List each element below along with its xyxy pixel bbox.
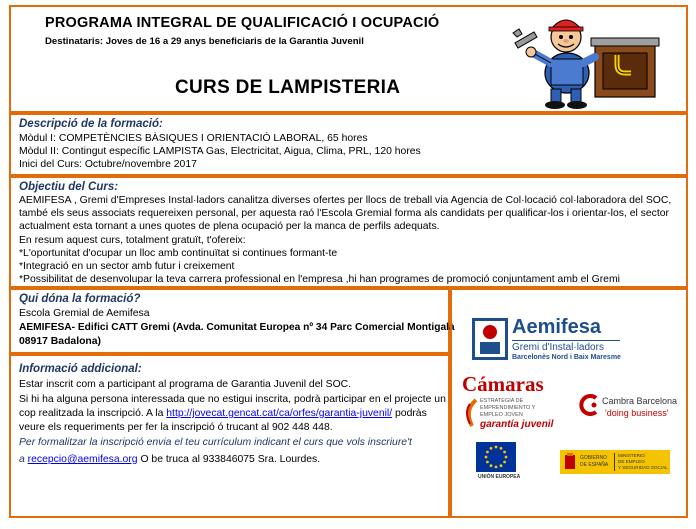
- info-line-3-start: cop realitzada la inscripció. A la: [19, 408, 167, 419]
- logos-section: [450, 288, 688, 518]
- eu-flag-icon: [476, 442, 516, 472]
- camaras-logo: Cámaras: [462, 372, 544, 396]
- estrategia-line-1: ESTRATEGIA DE: [480, 398, 524, 404]
- objective-section: [9, 176, 688, 288]
- aemifesa-sub1: Gremi d'Instal·ladors: [512, 342, 604, 353]
- ministerio-line-3: Y SEGURIDAD SOCIAL: [618, 465, 668, 470]
- program-subtitle: Destinataris: Joves de 16 a 29 anys beneficiaris de la Garantia Juvenil: [45, 36, 364, 47]
- garantia-juvenil-link[interactable]: http://jovecat.gencat.cat/ca/orfes/garantia-juvenil/: [166, 408, 393, 419]
- gobierno-line-1: GOBIERNO: [580, 455, 607, 461]
- cambra-emblem-icon: [578, 394, 600, 416]
- info-line-6-start: a: [19, 454, 28, 465]
- info-title: Informació addicional:: [19, 363, 142, 375]
- gobierno-line-2: DE ESPAÑA: [580, 462, 609, 468]
- aemifesa-name: Aemifesa: [512, 316, 601, 338]
- additional-info-section: [9, 354, 450, 518]
- trainer-address: AEMIFESA- Edifici CATT Gremi (Avda. Comunitat Europea nº 34 Parc Comercial Montigalà: [19, 322, 455, 333]
- trainer-postal: 08917 Badalona): [19, 336, 102, 347]
- spain-coat-of-arms-icon: [564, 453, 576, 471]
- estrategia-line-2: EMPRENDIMIENTO Y: [480, 405, 536, 411]
- objective-bullet-3: *Possibilitat de desenvolupar la teva carrera professional en l'empresa ,hi han programes de promoció conjuntament amb el Gremi: [19, 274, 620, 285]
- trainer-section: [9, 288, 455, 354]
- info-line-1: Estar inscrit com a participant al programa de Garantia Juvenil del SOC.: [19, 379, 352, 390]
- program-title: PROGRAMA INTEGRAL DE QUALIFICACIÓ I OCUPACIÓ: [45, 15, 440, 31]
- objective-paragraph-line-3: actualment esta tornant a unes quotes de plena ocupació per la manca de perfils adequats.: [19, 221, 440, 232]
- aemifesa-sub2: Barcelonès Nord i Baix Maresme: [512, 354, 621, 361]
- info-line-6: [19, 453, 320, 466]
- description-title: Descripció de la formació:: [19, 118, 163, 130]
- description-line-1: Mòdul I: COMPETÈNCIES BÀSIQUES I ORIENTACIÓ LABORAL, 65 hores: [19, 133, 368, 144]
- objective-bullet-2: *Integració en un sector amb futur i creixement: [19, 261, 235, 272]
- info-line-3: [19, 407, 427, 420]
- info-call-to-action: Per formalitzar la inscripció envia el teu currículum indicant el curs que vols inscriure't: [19, 437, 412, 448]
- aemifesa-emblem-icon: [472, 318, 508, 360]
- info-line-4: veure els requeriments per fer la inscripció ó trucant al 902 448 448.: [19, 422, 333, 433]
- cambra-tagline: 'doing business': [605, 408, 669, 418]
- description-line-2: Mòdul II: Contingut específic LAMPISTA Gas, Electricitat, Aigua, Clima, PRL, 120 hores: [19, 146, 421, 157]
- ministerio-line-2: DE EMPLEO: [618, 459, 645, 464]
- objective-bullet-1: *L'oportunitat d'ocupar un lloc amb continuïtat si continues formant-te: [19, 248, 338, 259]
- objective-paragraph-line-1: AEMIFESA , Gremi d'Empreses Instal·ladors canalitza diverses ofertes per llocs de treball via Agencia de Col·locació col·laboradora del SOC,: [19, 195, 672, 206]
- info-line-2: Si hi ha alguna persona interessada que no estigui inscrita, podrà participar en el projecte un: [19, 394, 446, 405]
- course-title: CURS DE LAMPISTERIA: [175, 77, 401, 98]
- trainer-school: Escola Gremial de Aemifesa: [19, 308, 150, 319]
- gobierno-logo: [560, 450, 670, 474]
- info-line-3-end: podràs: [392, 408, 427, 419]
- cambra-name: Cambra Barcelona: [602, 396, 678, 406]
- aemifesa-logo: [472, 316, 672, 366]
- eu-label: UNIÓN EUROPEA: [478, 474, 521, 480]
- trainer-title: Qui dóna la formació?: [19, 293, 141, 305]
- description-section: [9, 113, 688, 176]
- garantia-swoosh-icon: [462, 398, 480, 430]
- ministerio-line-1: MINISTERIO: [618, 453, 645, 458]
- email-link[interactable]: recepcio@aemifesa.org: [27, 454, 138, 465]
- description-line-3: Inici del Curs: Octubre/novembre 2017: [19, 159, 197, 170]
- estrategia-line-3: EMPLEO JOVEN: [480, 412, 523, 418]
- objective-summary: En resum aquest curs, totalment gratuït, t'ofereix:: [19, 235, 246, 246]
- garantia-juvenil-logo: garantía juvenil: [480, 419, 554, 430]
- header-box: [9, 5, 688, 113]
- info-line-6-end: O be truca al 933846075 Sra. Lourdes.: [137, 454, 321, 465]
- plumber-illustration: [511, 7, 671, 111]
- objective-paragraph-line-2: també els seus associats requereixen personal, per aquesta raó l'Escola Gremial forma als candidats per qualificar-los i orientar-los, el sector: [19, 208, 669, 219]
- objective-title: Objectiu del Curs:: [19, 181, 119, 193]
